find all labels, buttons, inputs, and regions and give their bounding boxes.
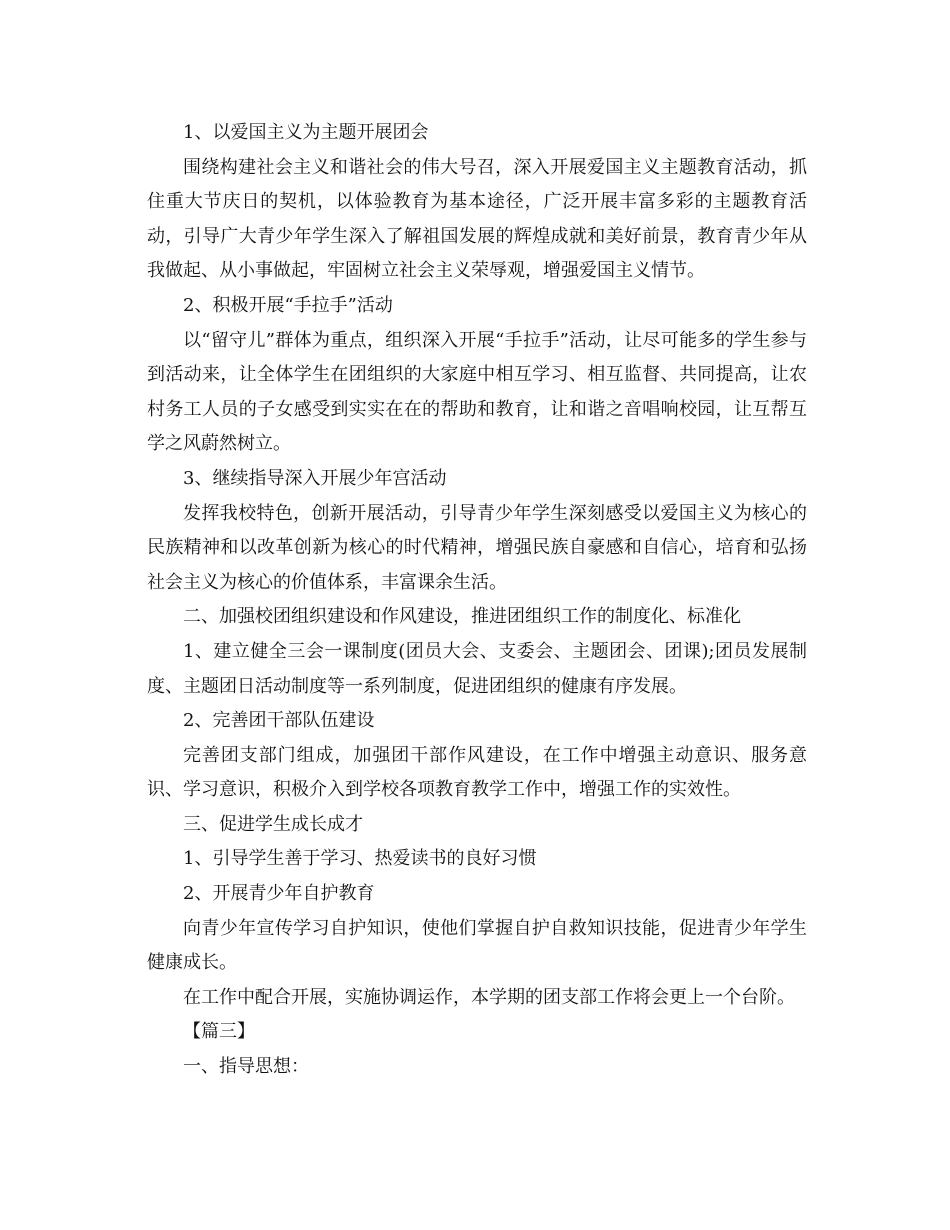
paragraph: 发挥我校特色，创新开展活动，引导青少年学生深刻感受以爱国主义为核心的民族精神和以改革创新为核心的时代精神，增强民族自豪感和自信心，培育和弘扬社会主义为核心的价值体系，丰富课余生活。 [147,502,807,593]
heading-1-patriotism-meeting: 1、以爱国主义为主题开展团会 [183,122,429,143]
paragraph: 向青少年宣传学习自护知识，使他们掌握自护自救知识技能，促进青少年学生健康成长。 [147,917,807,974]
paragraph: 完善团支部门组成，加强团干部作风建设，在工作中增强主动意识、服务意识、学习意识，积极介入到学校各项教育教学工作中，增强工作的实效性。 [147,744,807,801]
paragraph: 以“留守儿”群体为重点，组织深入开展“手拉手”活动，让尽可能多的学生参与到活动来，让全体学生在团组织的大家庭中相互学习、相互监督、共同提高，让农村务工人员的子女感受到实实在在的帮助和教育，让和谐之音唱响校园，让互帮互学之风蔚然树立。 [147,329,807,455]
section-heading-two: 二、加强校团组织建设和作风建设，推进团组织工作的制度化、标准化 [183,606,741,628]
section-heading-three: 三、促进学生成长成才 [183,813,363,835]
document-body [147,116,807,1085]
paragraph: 围绕构建社会主义和谐社会的伟大号召，深入开展爱国主义主题教育活动，抓住重大节庆日的契机，以体验教育为基本途径，广泛开展丰富多彩的主题教育活动，引导广大青少年学生深入了解祖国发展的辉煌成就和美好前景，教育青少年从我做起、从小事做起，牢固树立社会主义荣辱观，增强爱国主义情节。 [147,156,807,282]
paragraph: 1、建立健全三会一课制度(团员大会、支委会、主题团会、团课);团员发展制度、主题团日活动制度等一系列制度，促进团组织的健康有序发展。 [147,640,807,697]
heading-3-youth-palace: 3、继续指导深入开展少年宫活动 [183,467,447,489]
part-three-label: 【篇三】 [183,1021,255,1043]
heading-2-cadre-team: 2、完善团干部队伍建设 [183,710,375,732]
heading-2-self-protection: 2、开展青少年自护教育 [183,883,375,905]
paragraph: 在工作中配合开展，实施协调运作，本学期的团支部工作将会更上一个台阶。 [183,986,795,1008]
section-heading-guiding-ideology: 一、指导思想： [183,1056,309,1078]
heading-2-hand-in-hand: 2、积极开展“手拉手”活动 [183,294,393,316]
heading-1-study-habits: 1、引导学生善于学习、热爱读书的良好习惯 [183,848,537,870]
